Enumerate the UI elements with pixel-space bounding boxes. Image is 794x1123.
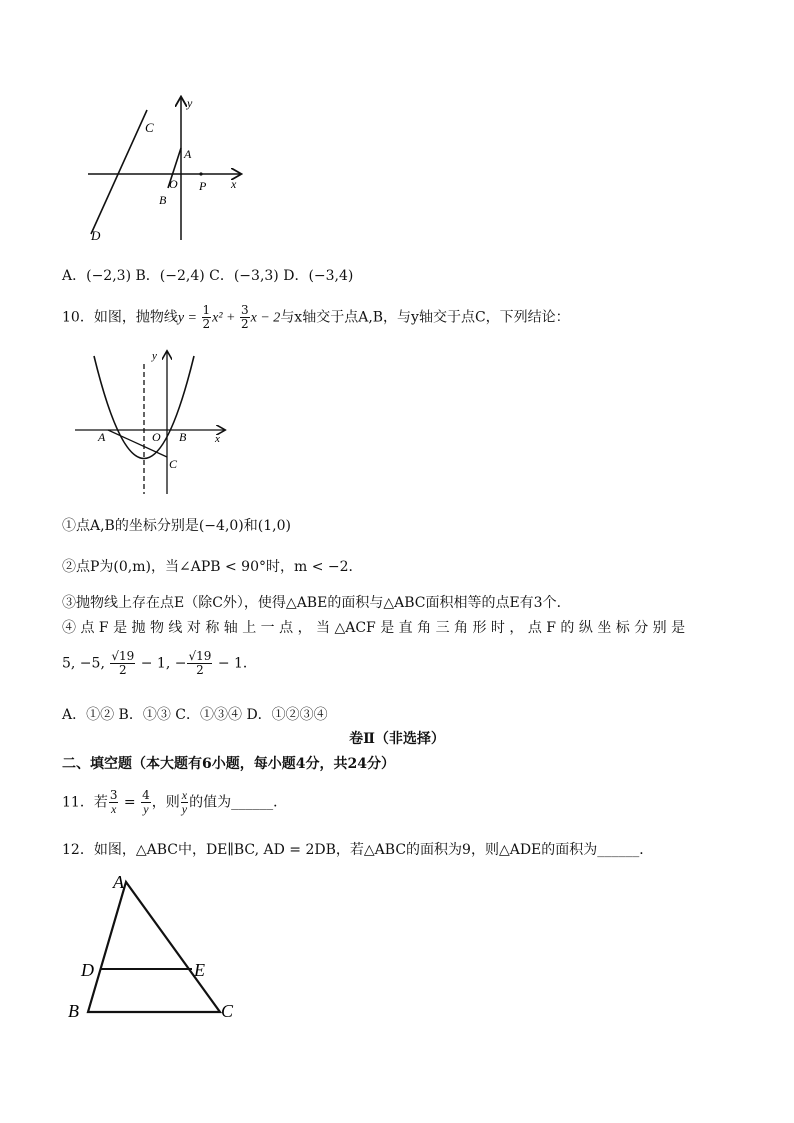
q10-item-4: ④ 点 F 是 抛 物 线 对 称 轴 上 一 点 ， 当 △ACF 是 直 角 三 角 形 时 ， 点 F 的 纵 坐 标 分 别 是: [62, 620, 686, 636]
figure-q12-triangle: [62, 866, 252, 1026]
frac-1: [202, 304, 212, 331]
label-c: C: [145, 120, 154, 135]
label-b: B: [68, 1001, 79, 1021]
values-tail: − 1．: [213, 655, 257, 672]
frac-4-num: 4: [142, 788, 150, 802]
line-cd: [91, 110, 147, 234]
frac-1-num: 1: [202, 303, 211, 317]
label-d: D: [91, 228, 101, 243]
frac-x-y: [181, 789, 188, 816]
triangle-abc: [88, 882, 220, 1012]
sqrt-frac-2-num: √19: [188, 649, 212, 663]
point-p: [199, 172, 202, 175]
q11-prefix: 11．若: [62, 794, 108, 811]
sqrt-frac-2: [187, 650, 212, 677]
q10-term-1: x² +: [212, 310, 239, 326]
frac-4-den: y: [143, 802, 149, 816]
q10-item-4-values: [62, 650, 257, 677]
q11-suffix: 的值为______．: [189, 794, 288, 811]
label-a: A: [184, 147, 192, 161]
label-c: C: [221, 1001, 234, 1021]
q10-item-3: ③抛物线上存在点E（除C外），使得△ABE的面积与△ABC面积相等的点E有3个．: [62, 595, 571, 611]
label-a: A: [113, 872, 124, 892]
frac-2-num: 3: [241, 303, 249, 317]
frac-3-den: x: [110, 802, 117, 816]
values-mid: − 1, −: [136, 655, 187, 672]
label-c: C: [169, 457, 178, 471]
q11-stem: [62, 789, 287, 816]
q10-formula-y: y =: [177, 310, 201, 326]
frac-x-y-den: y: [181, 802, 188, 816]
figure-q10-parabola: [72, 346, 232, 498]
frac-2-den: 2: [241, 317, 249, 331]
q12-stem: 12．如图，△ABC中，DE∥BC, AD = 2DB，若△ABC的面积为9，则△ADE的面积为______．: [62, 842, 654, 858]
sqrt-frac-2-den: 2: [196, 663, 204, 677]
label-x: x: [231, 177, 237, 191]
frac-1-den: 2: [202, 317, 211, 331]
label-a: A: [98, 430, 106, 444]
q11-eq: =: [119, 794, 141, 811]
q11-mid: ，则: [151, 794, 180, 811]
q9-options: A．(−2,3) B．(−2,4) C．(−3,3) D．(−3,4): [62, 268, 354, 284]
q10-options: A．①② B．①③ C．①③④ D．①②③④: [62, 707, 328, 723]
q10-stem: [62, 304, 570, 331]
q10-term-2: x − 2: [250, 310, 281, 326]
label-b: B: [159, 193, 167, 207]
label-y: y: [187, 96, 193, 110]
label-d: D: [81, 960, 94, 980]
label-x: x: [215, 433, 220, 445]
q10-item-2: ②点P为(0,m)，当∠APB < 90°时，m < −2．: [62, 559, 363, 575]
values-head: 5, −5,: [62, 655, 110, 672]
frac-3-x: [109, 789, 119, 816]
label-y: y: [152, 350, 157, 362]
label-b: B: [179, 430, 187, 444]
q10-item-1: ①点A,B的坐标分别是(−4,0)和(1,0): [62, 518, 291, 534]
section-heading: 二、填空题（本大题有6小题，每小题4分，共24分）: [62, 756, 395, 772]
label-o: O: [169, 177, 178, 191]
label-o: O: [152, 430, 161, 444]
section-title: 卷Ⅱ（非选择）: [349, 731, 445, 747]
sqrt-frac-1-den: 2: [119, 663, 127, 677]
q10-suffix: 与x轴交于点A,B，与y轴交于点C，下列结论：: [280, 309, 570, 326]
label-p: P: [199, 179, 207, 193]
frac-4-y: [141, 789, 151, 816]
sqrt-frac-1: [110, 650, 135, 677]
q10-prefix: 10．如图，抛物线: [62, 309, 178, 326]
frac-x-y-num: x: [181, 788, 188, 802]
sqrt-frac-1-num: √19: [111, 649, 135, 663]
figure-q9-graph: [80, 92, 255, 247]
label-e: E: [194, 960, 205, 980]
frac-3-num: 3: [109, 788, 118, 802]
frac-2: [240, 304, 250, 331]
